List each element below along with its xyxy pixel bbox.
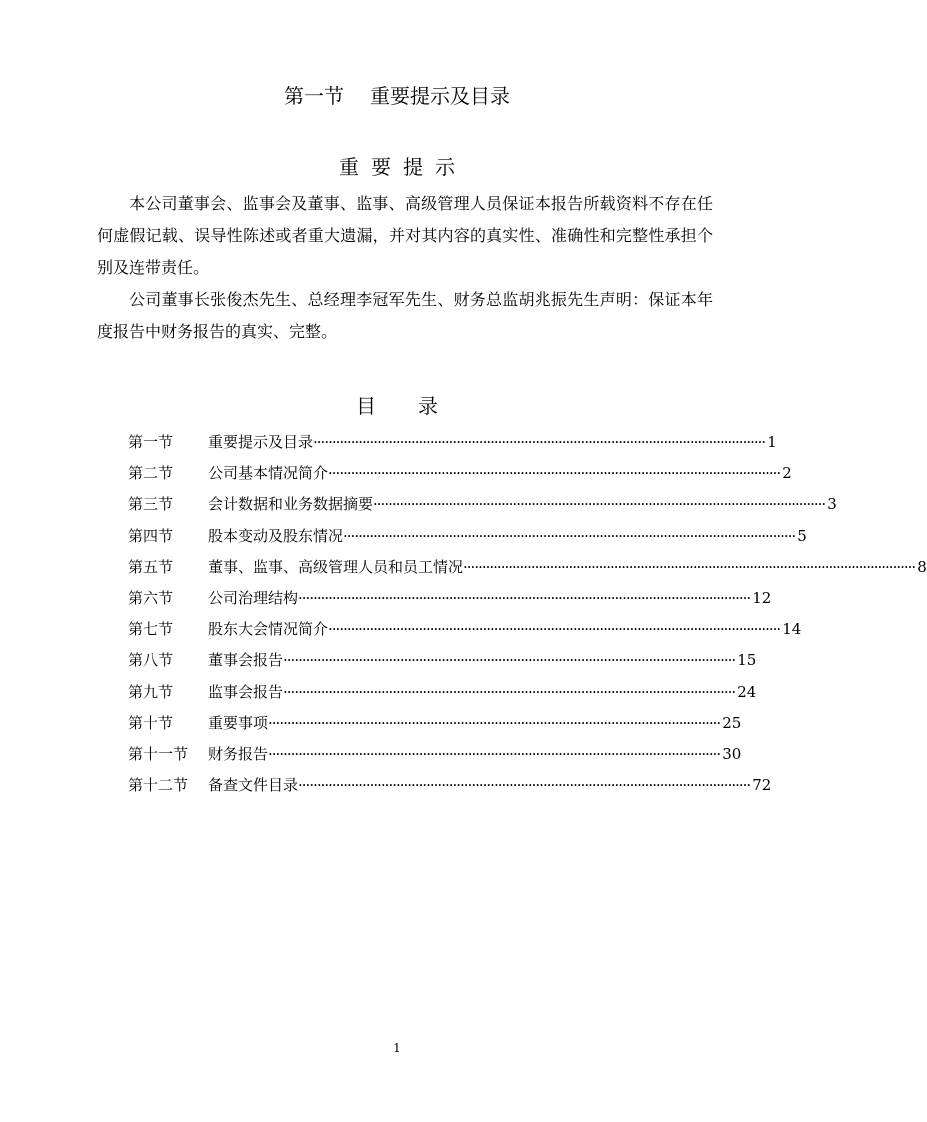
notice-body [97,188,713,348]
notice-paragraph: 本公司董事会、监事会及董事、监事、高级管理人员保证本报告所载资料不存在任何虚假记载、误导性陈述或者重大遗漏，并对其内容的真实性、准确性和完整性承担个别及连带责任。 [97,194,713,277]
notice-paragraph: 公司董事长张俊杰先生、总经理李冠军先生、财务总监胡兆振先生声明：保证本年度报告中财务报告的真实、完整。 [97,290,713,341]
toc-item-number: 第二节 [128,464,174,483]
toc-item-number: 第十二节 [128,776,189,795]
toc-item-title: 董事会报告 [208,651,284,670]
toc-item-title: 公司基本情况简介 [208,464,329,483]
toc-item-title: 会计数据和业务数据摘要 [208,495,374,514]
toc-item[interactable] [128,645,757,676]
toc-item-title: 股东大会情况简介 [208,620,329,639]
toc-item-page: 72 [752,776,772,795]
toc-item-page: 14 [782,620,802,639]
toc-item-number: 第十一节 [128,744,189,763]
toc-item[interactable] [128,552,927,583]
section-number: 第一节 [284,84,344,108]
toc-item-page: 5 [797,526,807,545]
section-title [0,82,794,110]
toc-item[interactable] [128,583,772,614]
toc-item-page: 8 [917,557,927,576]
toc-leader-dots: ························································································································ [268,744,721,763]
toc-item[interactable] [128,521,807,552]
toc-item-page: 3 [827,495,837,514]
toc-leader-dots: ························································································································ [283,682,736,701]
toc-item[interactable] [128,458,792,489]
toc-item-title: 股本变动及股东情况 [208,526,344,545]
toc-item[interactable] [128,427,777,458]
toc-item-title: 公司治理结构 [208,588,299,607]
toc-item-title: 重要事项 [208,713,269,732]
toc-item-number: 第四节 [128,526,174,545]
toc-item-number: 第十节 [128,713,174,732]
table-of-contents [128,427,927,801]
toc-item-number: 第七节 [128,620,174,639]
toc-leader-dots: ························································································································ [283,651,736,670]
toc-item-number: 第五节 [128,557,174,576]
toc-item[interactable] [128,614,802,645]
toc-item-number: 第六节 [128,588,174,607]
toc-item[interactable] [128,770,772,801]
toc-item-number: 第三节 [128,495,174,514]
section-title-text: 重要提示及目录 [370,84,510,108]
toc-item-title: 监事会报告 [208,682,284,701]
toc-item-page: 12 [752,588,772,607]
toc-leader-dots: ························································································································ [343,526,796,545]
toc-item-page: 2 [782,464,792,483]
toc-leader-dots: ························································································································ [463,557,916,576]
toc-item-title: 财务报告 [208,744,269,763]
toc-item-number: 第九节 [128,682,174,701]
toc-leader-dots: ························································································································ [373,495,826,514]
toc-item[interactable] [128,677,757,708]
toc-item-number: 第一节 [128,433,174,451]
page-number: 1 [393,1041,401,1055]
toc-leader-dots: ························································································································ [313,433,766,451]
toc-item-page: 1 [767,433,777,451]
toc-item-number: 第八节 [128,651,174,670]
toc-item[interactable] [128,739,742,770]
toc-item-title: 重要提示及目录 [208,433,314,451]
toc-item[interactable] [128,708,742,739]
toc-item-page: 15 [737,651,757,670]
toc-item-page: 24 [737,682,757,701]
toc-leader-dots: ························································································································ [298,776,751,795]
notice-heading: 重要提示 [339,155,467,179]
toc-leader-dots: ························································································································ [298,588,751,607]
toc-leader-dots: ························································································································ [328,464,781,483]
toc-item-page: 30 [722,744,742,763]
toc-item-title: 董事、监事、高级管理人员和员工情况 [208,557,464,576]
toc-leader-dots: ························································································································ [328,620,781,639]
toc-heading: 目录 [356,394,480,418]
toc-item[interactable] [128,489,837,520]
toc-item-page: 25 [722,713,742,732]
toc-item-title: 备查文件目录 [208,776,299,795]
toc-leader-dots: ························································································································ [268,713,721,732]
